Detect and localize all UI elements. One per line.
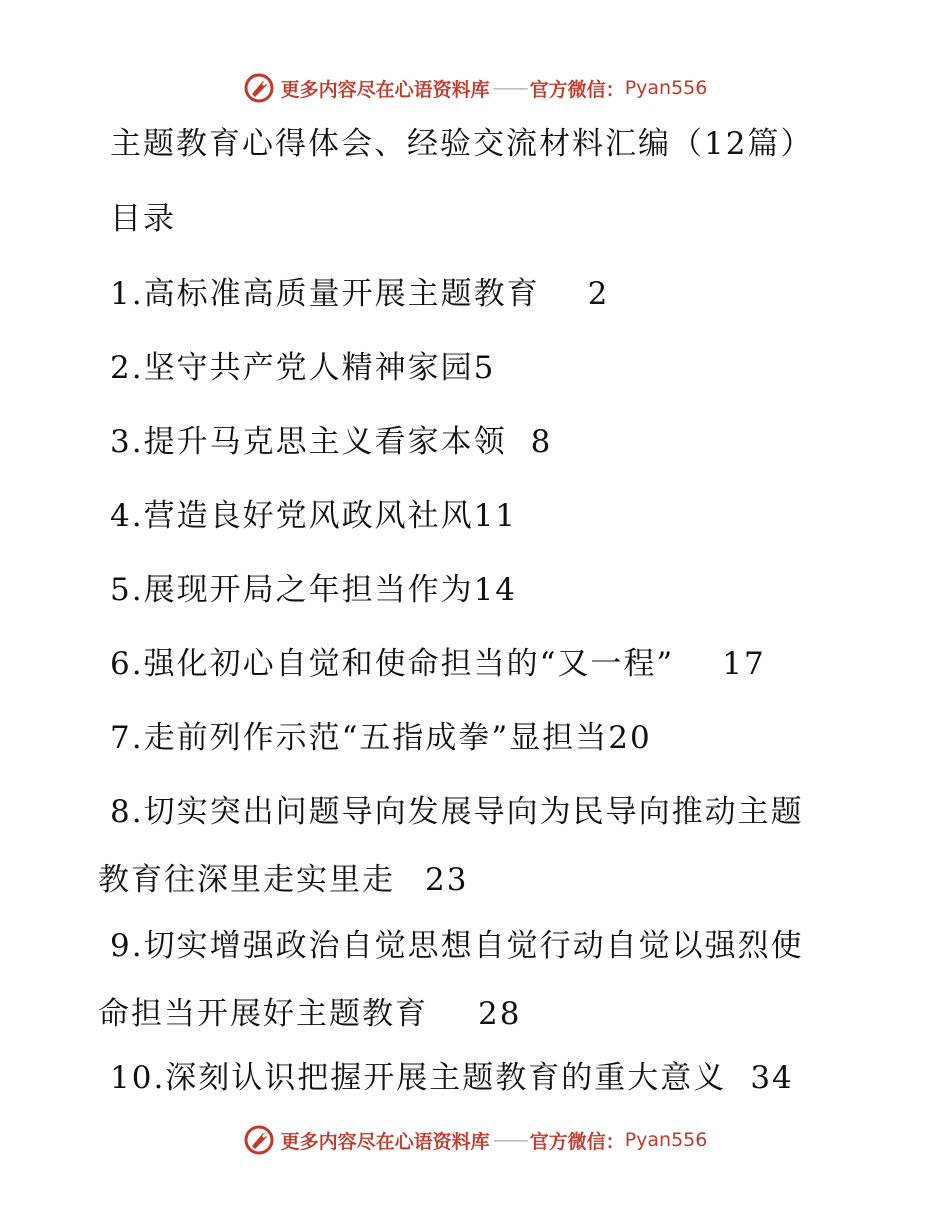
watermark-banner-top bbox=[0, 68, 950, 108]
toc-item-label: 4.营造良好党风政风社风 bbox=[110, 498, 474, 534]
watermark-separator: —— bbox=[492, 77, 527, 99]
toc-item-page: 11 bbox=[473, 498, 518, 534]
toc-item-label: 3.提升马克思主义看家本领 bbox=[110, 424, 507, 460]
watermark-wechat-label: 官方微信： bbox=[529, 1130, 625, 1153]
watermark-site-text: 更多内容尽在心语资料库 bbox=[280, 1130, 490, 1153]
toc-item bbox=[98, 630, 833, 698]
toc-item-page: 5 bbox=[473, 350, 496, 386]
toc-item-page: 14 bbox=[473, 572, 518, 608]
toc-item bbox=[98, 912, 833, 1048]
toc-item bbox=[98, 704, 833, 772]
toc-item-page: 28 bbox=[478, 996, 522, 1032]
watermark-wechat-label: 官方微信： bbox=[529, 78, 625, 101]
toc-item-page: 20 bbox=[608, 720, 652, 756]
toc-item-page: 34 bbox=[750, 1060, 794, 1096]
toc-item-label: 7.走前列作示范“五指成拳”显担当 bbox=[110, 720, 609, 756]
toc-item-label: 10.深刻认识把握开展主题教育的重大意义 bbox=[110, 1060, 727, 1096]
toc-item bbox=[98, 260, 833, 328]
toc-item bbox=[98, 482, 833, 550]
toc-item-label: 6.强化初心自觉和使命担当的“又一程” bbox=[110, 646, 675, 682]
watermark-wechat-id: Pyan556 bbox=[624, 77, 708, 99]
toc-item bbox=[98, 334, 833, 402]
toc-item bbox=[98, 778, 833, 914]
toc-item bbox=[98, 408, 833, 476]
toc-item-label: 1.高标准高质量开展主题教育 bbox=[110, 276, 540, 312]
toc-item-page: 2 bbox=[587, 276, 610, 312]
watermark-wechat-id: Pyan556 bbox=[624, 1129, 708, 1151]
toc-item bbox=[98, 1044, 833, 1112]
toc-item-label: 9.切实增强政治自觉思想自觉行动自觉以强烈使命担当开展好主题教育 bbox=[98, 928, 804, 1032]
toc-heading: 目录 bbox=[110, 201, 176, 237]
toc-item-label: 2.坚守共产党人精神家园 bbox=[110, 350, 474, 386]
pen-nib-logo-icon bbox=[243, 1124, 275, 1156]
document-title: 主题教育心得体会、经验交流材料汇编（12篇） bbox=[110, 126, 814, 162]
toc-item-page: 17 bbox=[722, 646, 766, 682]
toc-item-page: 8 bbox=[530, 424, 553, 460]
watermark-separator: —— bbox=[492, 1129, 527, 1151]
toc-item-page: 23 bbox=[425, 862, 469, 898]
pen-nib-logo-icon bbox=[243, 72, 275, 104]
toc-item-label: 8.切实突出问题导向发展导向为民导向推动主题教育往深里走实里走 bbox=[98, 794, 804, 898]
toc-item bbox=[98, 556, 833, 624]
watermark-site-text: 更多内容尽在心语资料库 bbox=[280, 78, 490, 101]
toc-item-label: 5.展现开局之年担当作为 bbox=[110, 572, 474, 608]
watermark-banner-bottom bbox=[0, 1120, 950, 1160]
